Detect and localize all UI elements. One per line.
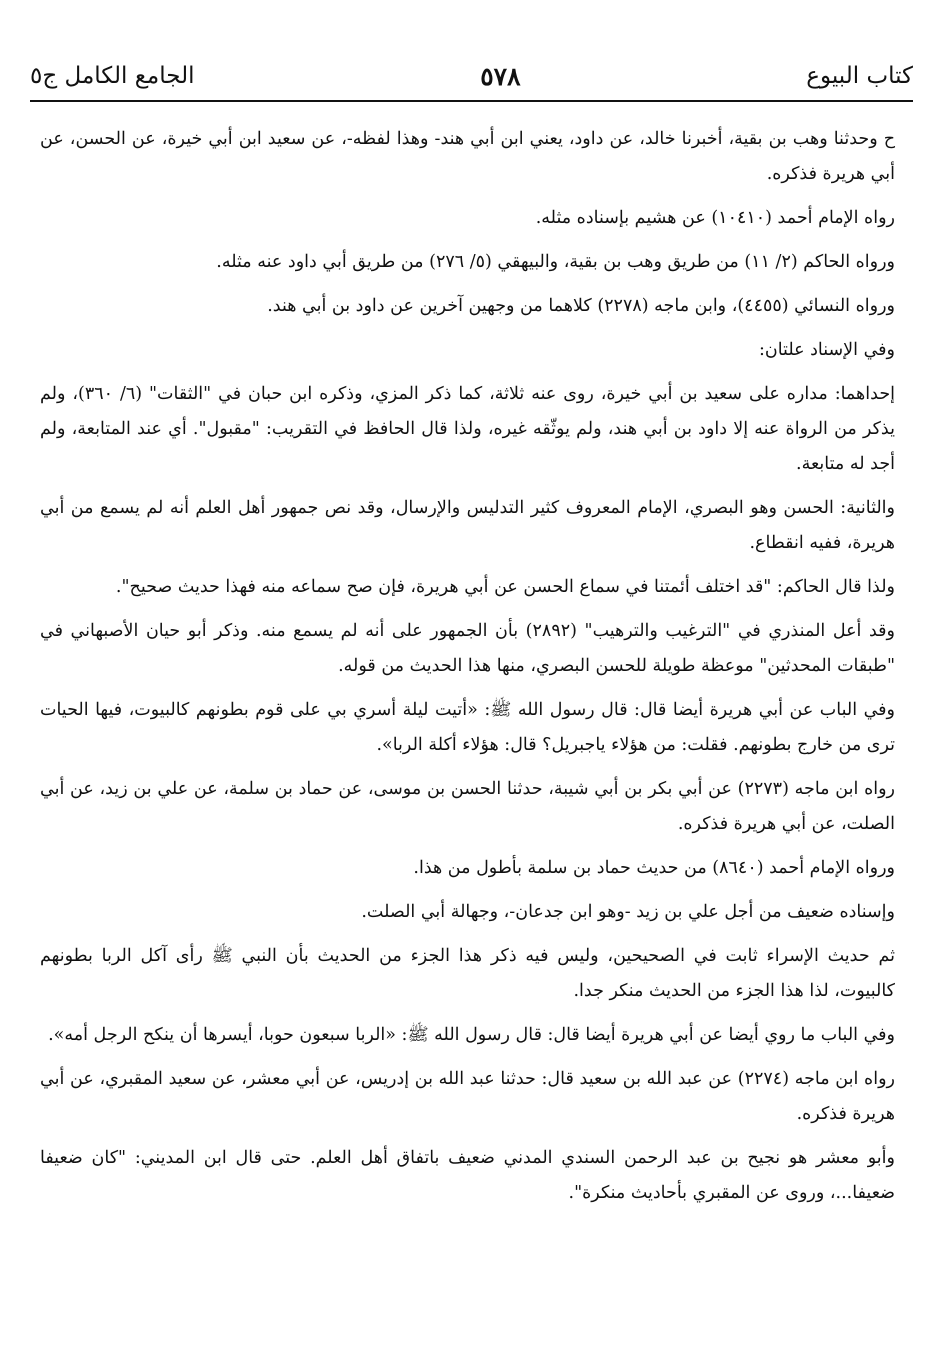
page-body xyxy=(40,122,895,1220)
paragraph: ورواه النسائي (٤٤٥٥)، وابن ماجه (٢٢٧٨) كلاهما من وجهين آخرين عن داود بن أبي هند. xyxy=(267,296,895,316)
paragraph: ورواه الإمام أحمد (٨٦٤٠) من حديث حماد بن سلمة بأطول من هذا. xyxy=(413,858,895,878)
paragraph: وفي الباب ما روي أيضا عن أبي هريرة أيضا قال: قال رسول الله ﷺ: «الربا سبعون حوبا، أيسرها أن ينكح الرجل أمه». xyxy=(48,1025,895,1045)
paragraph: ولذا قال الحاكم: "قد اختلف أئمتنا في سماع الحسن عن أبي هريرة، فإن صح سماعه منه فهذا حديث صحيح". xyxy=(115,577,895,597)
paragraph: وإسناده ضعيف من أجل علي بن زيد -وهو ابن جدعان-، وجهالة أبي الصلت. xyxy=(361,902,895,922)
paragraph: وفي الباب عن أبي هريرة أيضا قال: قال رسول الله ﷺ: «أتيت ليلة أسري بي على قوم بطونهم كالبيوت، فيها الحيات ترى من خارج بطونهم. فقلت: من هؤلاء ياجبريل؟ قال: هؤلاء أكلة الربا». xyxy=(40,700,895,755)
book-title: كتاب البيوع xyxy=(806,63,913,89)
paragraph: والثانية: الحسن وهو البصري، الإمام المعروف كثير التدليس والإرسال، وقد نص جمهور أهل العلم أنه لم يسمع من أبي هريرة، ففيه انقطاع. xyxy=(40,498,895,553)
paragraph: ح وحدثنا وهب بن بقية، أخبرنا خالد، عن داود، يعني ابن أبي هند- وهذا لفظه-، عن سعيد ابن أبي خيرة، عن الحسن، عن أبي هريرة فذكره. xyxy=(40,129,895,184)
page-number: ٥٧٨ xyxy=(480,61,521,91)
paragraph: ثم حديث الإسراء ثابت في الصحيحين، وليس فيه ذكر هذا الجزء من الحديث بأن النبي ﷺ رأى آكل الربا بطونهم كالبيوت، لذا هذا الجزء من الحديث منكر جدا. xyxy=(40,946,895,1001)
paragraph: إحداهما: مداره على سعيد بن أبي خيرة، روى عنه ثلاثة، كما ذكر المزي، وذكره ابن حبان في "الثقات" (٦/ ٣٦٠)، ولم يذكر من الرواة عنه إلا داود بن أبي هند، ولم يوثّقه غيره، ولذا قال الحافظ في التقريب: "مقبول". أي عند المتابعة، ولم أجد له متابعة. xyxy=(40,384,895,474)
page-header xyxy=(30,56,913,96)
paragraph: رواه الإمام أحمد (١٠٤١٠) عن هشيم بإسناده مثله. xyxy=(535,208,895,228)
paragraph: وأبو معشر هو نجيح بن عبد الرحمن السندي المدني ضعيف باتفاق أهل العلم. حتى قال ابن المديني: "كان ضعيفا ضعيفا...، وروى عن المقبري بأحاديث منكرة". xyxy=(40,1148,895,1203)
paragraph: وقد أعل المنذري في "الترغيب والترهيب" (٢٨٩٢) بأن الجمهور على أنه لم يسمع منه. وذكر أبو حيان الأصبهاني في "طبقات المحدثين" موعظة طويلة للحسن البصري، منها هذا الحديث من قوله. xyxy=(40,621,895,676)
paragraph: وفي الإسناد علتان: xyxy=(758,340,895,360)
paragraph: ورواه الحاكم (٢/ ١١) من طريق وهب بن بقية، والبيهقي (٥/ ٢٧٦) من طريق أبي داود عنه مثله. xyxy=(216,252,895,272)
volume-title: الجامع الكامل ج٥ xyxy=(30,63,195,89)
paragraph: رواه ابن ماجه (٢٢٧٣) عن أبي بكر بن أبي شيبة، حدثنا الحسن بن موسى، عن حماد بن سلمة، عن علي بن زيد، عن أبي الصلت، عن أبي هريرة فذكره. xyxy=(40,779,895,834)
header-divider xyxy=(30,100,913,102)
paragraph: رواه ابن ماجه (٢٢٧٤) عن عبد الله بن سعيد قال: حدثنا عبد الله بن إدريس، عن أبي معشر، عن سعيد المقبري، عن أبي هريرة فذكره. xyxy=(40,1069,895,1124)
